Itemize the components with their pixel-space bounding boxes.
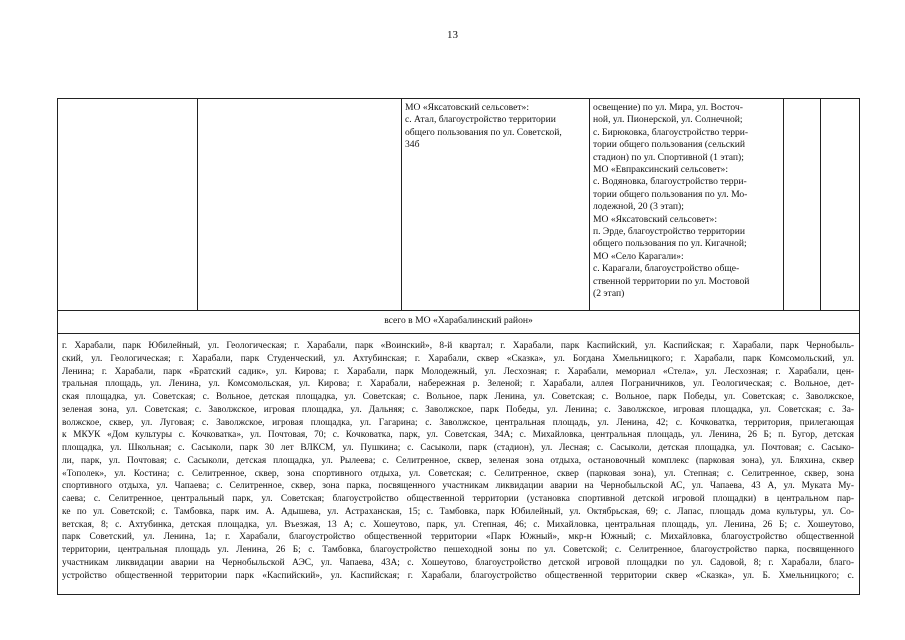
- paragraph-line: парк Советский, ул. Ленина, 1а; г. Харабали, благоустройство общественной территории «Парк Южный», мкр-н Южный; с. Михайловка, благоустройство общественной: [62, 532, 854, 543]
- cell-line: общего пользования по ул. Советской,: [405, 126, 562, 138]
- cell-line: с. Бирюковка, благоустройство терри-: [593, 126, 749, 138]
- paragraph-line: к МКУК «Дом культуры с. Кочковатка», ул. Почтовая, 70; с. Кочковатка, парк, ул. Советская, 34А; с. Михайловка, центральная площадь, ул. Ленина, 26 Б; п. Бугор, детская: [62, 430, 854, 441]
- paragraph-line: ветская, 8; с. Ахтубинка, детская площадка, ул. Въезжая, 13 А; с. Хошеутово, парк, ул. Степная, 46; с. Михайловка, центральная площадь, ул. Ленина, 26 Б; с. Хошеутово,: [62, 519, 854, 530]
- cell-line: тории общего пользования по ул. Мо-: [593, 188, 748, 200]
- paragraph-line: участникам ликвидации аварии на Чернобыльской АЭС, ул. Чапаева, 43А; с. Хошеутово, благоустройство детской игровой площадки по ул. Садовой, 8; г. Харабали, благо-: [62, 557, 854, 568]
- page-number: 13: [447, 29, 458, 41]
- paragraph-line: Ленина; г. Харабали, парк «Братский садик», ул. Кирова; г. Харабали, парк Молодежный, ул. Лесхозная; г. Харабали, мемориал «Стела», ул. Лесхозная; г. Харабали, цен-: [62, 366, 854, 377]
- paragraph-line: ли, парк, ул. Почтовая; с. Сасыколи, детская площадка, ул. Рылеева; с. Селитренное, сквер, зеленая зона отдыха, остановочный комплекс (парковая зона), ул. Бляхина, сквер: [62, 455, 854, 466]
- paragraph-line: спортивного отдыха, ул. Чапаева; с. Селитренное, сквер, зона парка, посвященного участникам ликвидации аварии на Чернобыльской АС, ул. Чапаева, 43 А, ул. Муката Му-: [62, 481, 854, 492]
- cell-line: с. Водяновка, благоустройство терри-: [593, 176, 747, 188]
- cell-line: освещение) по ул. Мира, ул. Восточ-: [593, 102, 743, 113]
- cell-line: стадион) по ул. Спортивной (1 этап);: [593, 151, 744, 163]
- cell-line: тории общего пользования (сельский: [593, 139, 745, 151]
- cell-continuation: [593, 102, 781, 301]
- cell-line: (2 этап): [593, 288, 625, 300]
- column-divider: [783, 99, 784, 310]
- column-divider: [820, 99, 821, 310]
- paragraph-line: площадка, ул. Школьная; с. Сасыколи, парк 30 лет ВЛКСМ, ул. Пушкина; с. Сасыколи, парк (стадион), ул. Лесная; с. Сасыколи, детская площадка, ул. Почтовая; с. Сасыко-: [62, 443, 854, 453]
- cell-line: ной, ул. Пионерской, ул. Солнечной;: [593, 114, 743, 126]
- cell-line: МО «Яксатовский сельсовет»:: [593, 213, 718, 225]
- column-divider: [197, 99, 198, 310]
- column-divider: [589, 99, 590, 310]
- cell-line: ственной территории по ул. Мостовой: [593, 275, 750, 287]
- row-divider: [58, 310, 859, 311]
- cell-line: с. Карагали, благоустройство обще-: [593, 263, 740, 275]
- paragraph-line: ке по ул. Советской; с. Тамбовка, парк им. А. Адышева, ул. Астраханская, 15; с. Тамбовка, парк Юбилейный, ул. Октябрьская, 69; с. Лапас, площадь дома культуры, ул. Со-: [62, 506, 854, 517]
- cell-yaksatovsky: [405, 102, 587, 152]
- row-divider: [58, 333, 859, 334]
- cell-line: с. Атал, благоустройство территории: [405, 114, 556, 126]
- territories-list: [62, 340, 854, 582]
- paragraph-line: «Тополек», ул. Костина; с. Селитренное, сквер, зона спортивного отдыха, ул. Советская; с. Селитренное, сквер (парковая зона), ул. Степная; с. Селитренное, сквер, зона: [62, 468, 854, 479]
- column-divider: [401, 99, 402, 310]
- paragraph-line: устройство общественной территории парк «Каспийский», ул. Каспийская; г. Харабали, благоустройство общественной территории сквер «Сказка», ул. Б. Хмельницкого; с.: [62, 570, 854, 581]
- paragraph-line: ская площадка, ул. Советская; с. Вольное, детская площадка, ул. Советская; с. Вольное, парк Ленина, ул. Советская; с. Вольное, парк Победы, ул. Советская; с. Заволжское,: [62, 392, 854, 402]
- cell-line: п. Эрде, благоустройство территории: [593, 226, 745, 238]
- cell-line: МО «Евпраксинский сельсовет»:: [593, 164, 729, 176]
- cell-line: 34б: [405, 139, 420, 151]
- paragraph-line: территории, центральная площадь ул. Ленина, 26 Б; с. Тамбовка, благоустройство пешеходной зоны по ул. Советской; с. Селитренное, благоустройство парка, посвященного: [62, 545, 854, 555]
- cell-line: МО «Село Карагали»:: [593, 250, 684, 262]
- cell-line: МО «Яксатовский сельсовет»:: [405, 102, 530, 113]
- cell-line: лодежной, 20 (3 этап);: [593, 201, 684, 213]
- cell-line: общего пользования по ул. Кигачной;: [593, 238, 747, 250]
- paragraph-line: ский, ул. Геологическая; г. Харабали, парк Студенческий, ул. Ахтубинская; г. Харабали, сквер «Сказка», ул. Богдана Хмельницкого; г. Харабали, парк Комсомольский, ул.: [62, 353, 854, 364]
- paragraph-line: волжское, сквер, ул. Луговая; с. Заволжское, игровая площадка, ул. Гагарина; с. Заволжское, центральная площадь, ул. Ленина, 42; с. Кочковатка, территория, прилегающая: [62, 417, 854, 428]
- total-row-label: всего в МО «Харабалинский район»: [384, 315, 533, 326]
- paragraph-line: зеленая зона, ул. Советская; с. Заволжское, игровая площадка, ул. Дальняя; с. Заволжское, парк Победы, ул. Ленина; с. Заволжское, игровая площадка, ул. Советская; с. За-: [62, 404, 854, 415]
- document-table: [57, 98, 860, 595]
- paragraph-line: тральная площадь, ул. Ленина, ул. Комсомольская, ул. Кирова; г. Харабали, набережная р. Зеленой; г. Харабали, аллея Пограничников, ул. Геологическая; с. Вольное, дет-: [62, 379, 854, 390]
- paragraph-line: саева; с. Селитренное, центральный парк, ул. Советская; благоустройство общественной территории (установка спортивной детской игровой площадки) в центральном пар-: [62, 494, 854, 504]
- paragraph-line: г. Харабали, парк Юбилейный, ул. Геологическая; г. Харабали, парк «Воинский», 8-й квартал; г. Харабали, парк Каспийский, ул. Каспийская; г. Харабали, парк Чернобыль-: [62, 341, 854, 351]
